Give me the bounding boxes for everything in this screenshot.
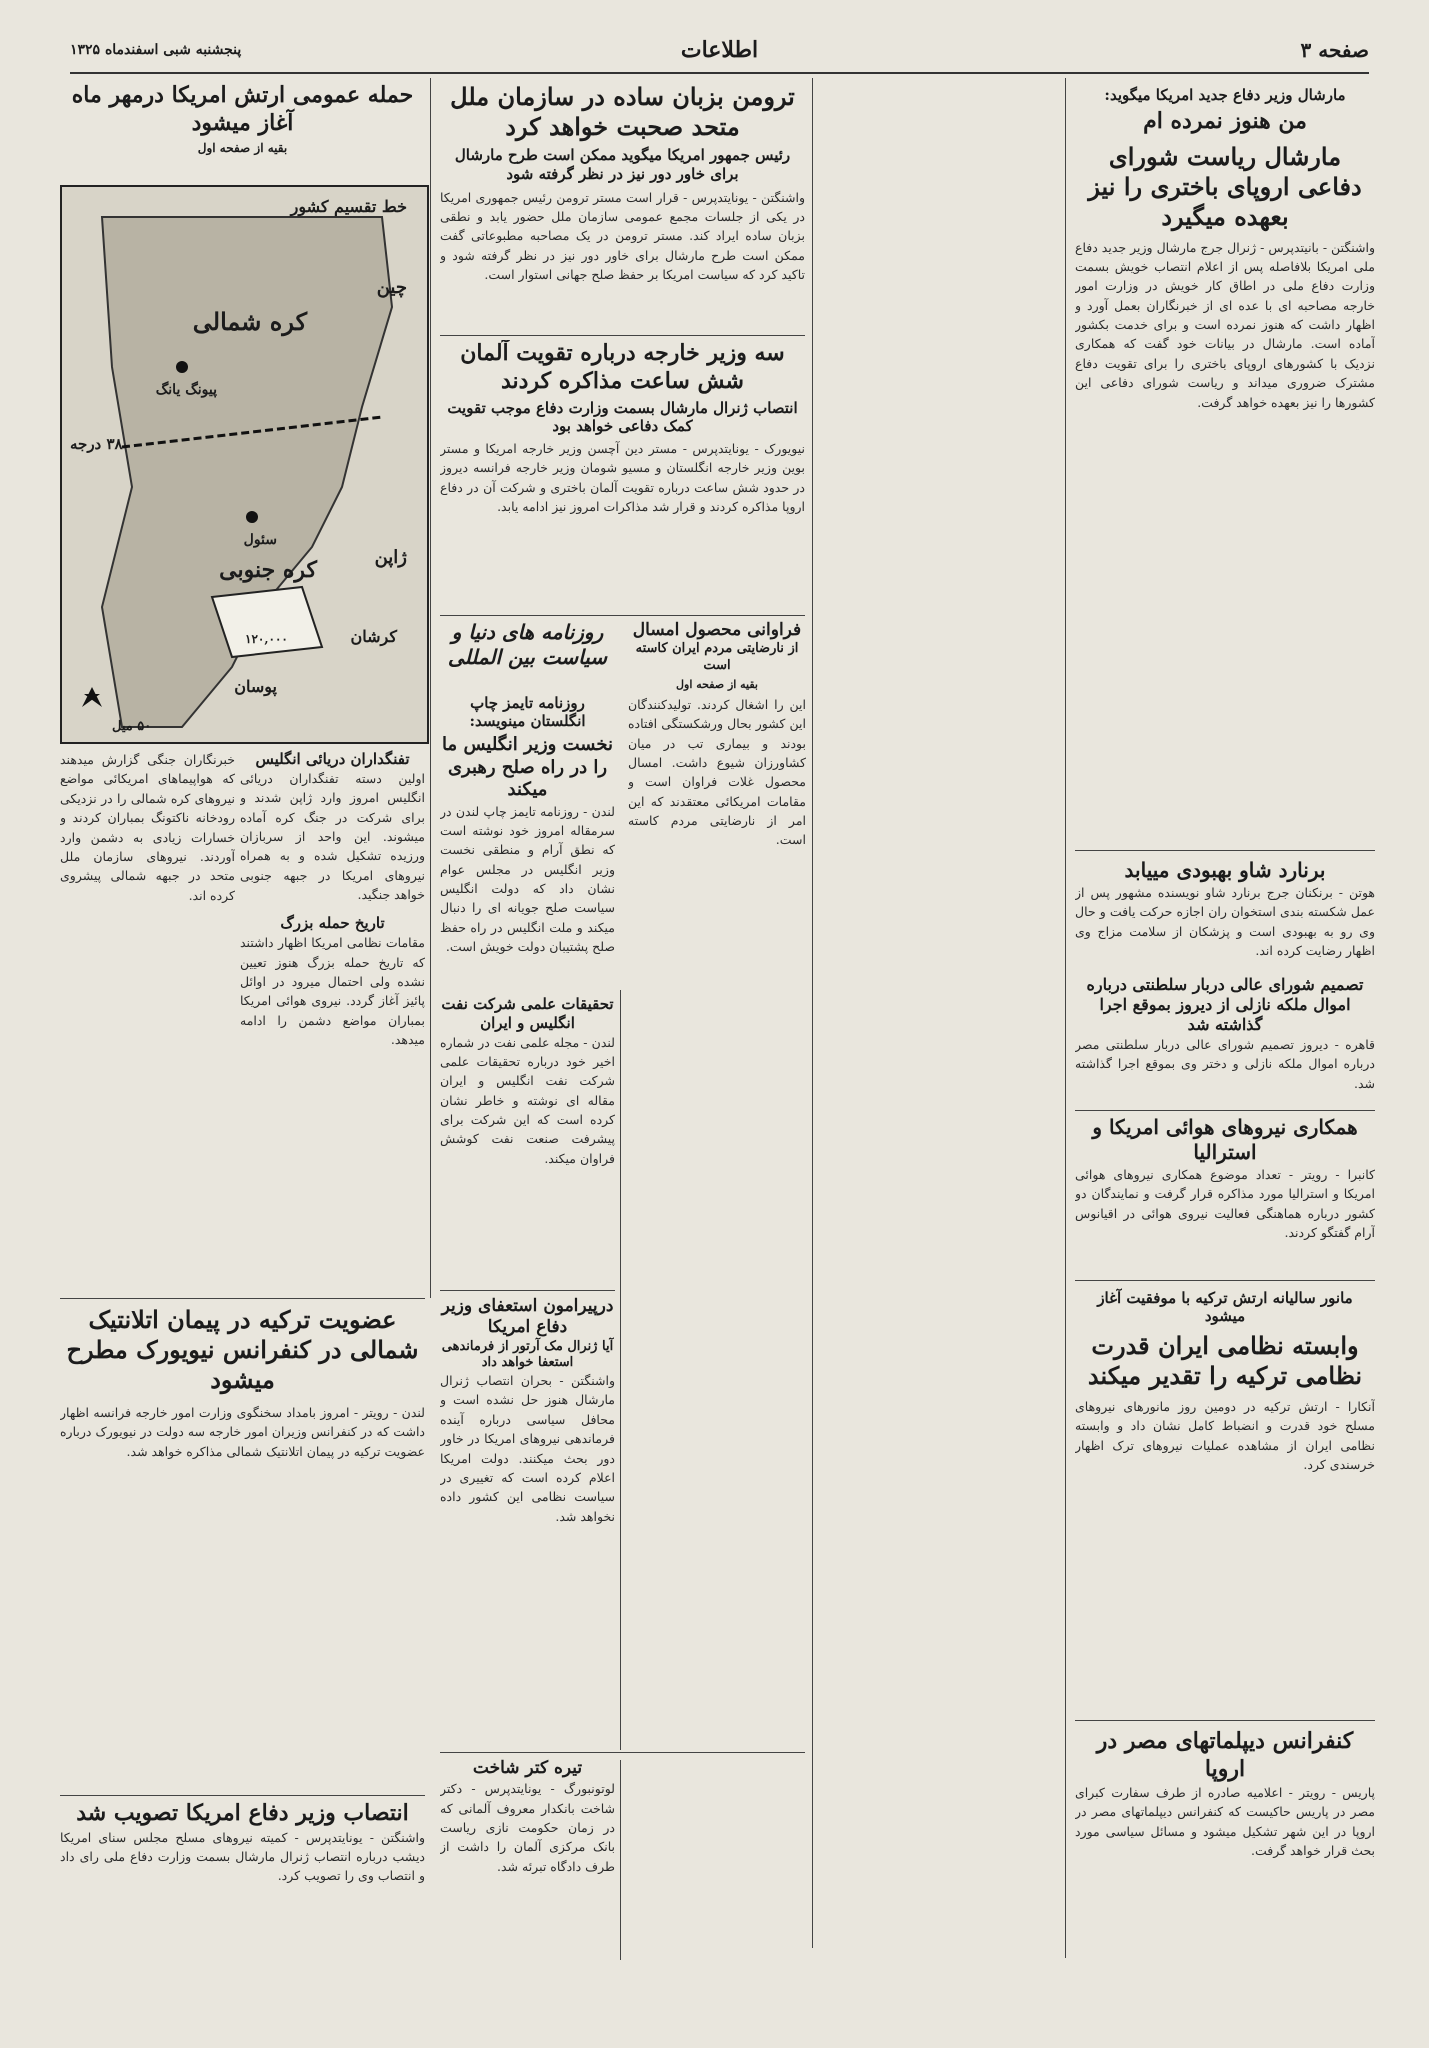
article-headline: عضویت ترکیه در پیمان اتلانتیک شمالی در کنفرانس نیویورک مطرح میشود (66, 1305, 419, 1394)
article-body: لندن - رویتر - امروز بامداد سخنگوی وزارت امور خارجه فرانسه اظهار داشت که در کنفرانس وزیران امور خارجه سه دولت در نیویورک درباره عضویت ترکیه در پیمان اتلانتیک شمالی مذاکره خواهد شد. (60, 1405, 425, 1459)
article-body: لوتونبورگ - یونایتدپرس - دکتر شاخت بانکدار معروف آلمانی که در زمان حکومت نازی ریاست بانک مرکزی آلمان را داشت از طرف دادگاه تبرئه شد. (440, 1781, 615, 1874)
article-headline: تاریخ حمله بزرگ (280, 914, 385, 933)
map-label: ۳۸ درجه (70, 435, 123, 453)
article-harvest (628, 620, 806, 1730)
section-rule (1075, 1110, 1375, 1111)
article-headline: فراوانی محصول امسال (632, 620, 802, 640)
map-label: چین (376, 277, 407, 298)
article-note: بقیه از صفحه اول (676, 677, 758, 691)
article-body: واشنگتن - بانیتدپرس - ژنرال جرج مارشال وزیر جدید دفاع ملی امریکا بلافاصله پس از اعلام انتصاب خویش بسمت وزارت دفاع ملی در اطاق کار خویش در وزارت امور خارجه مصاحبه ای با عده ای از خبرنگاران بعمل آورد و اظهار داشت که هنوز نمرده است و برای خدمت بکشور آماده است. مارشال در بیانات خود گفت که همکاری نزدیک با کشورهای اروپای باختری را برای تقویت دفاع مشترک ضروری میداند و ریاست شورای دفاعی این کشورها را نیز بعهده خواهد گرفت. (1075, 239, 1375, 410)
korea-map (60, 185, 429, 744)
article-defense-resign (440, 1296, 615, 1746)
column-rule (812, 78, 813, 1948)
article-body: آنکارا - ارتش ترکیه در دومین روز مانورهای نیروهای مسلح خود قدرت و انضباط کامل نشان داد و وابسته نظامی ایران از مشاهده عملیات نیروهای ترک اظهار خرسندی کرد. (1075, 1399, 1375, 1473)
article-body: اولین دسته تفنگداران دریائی انگلیس امروز وارد ژاپن شدند و برای شرکت در جنگ کره آماده میشوند. این واحد از سربازان ورزیده تشکیل شده و به همراه نیروهای امریکا در جبهه جنوبی خواهد جنگید. (240, 770, 425, 902)
article-headline: همکاری نیروهای هوائی امریکا و استرالیا (1092, 1115, 1358, 1164)
section-rule (1075, 1720, 1375, 1721)
article-body: این را اشغال کردند. تولیدکنندگان این کشور بحال ورشکستگی افتاده بودند و بیماری تب در میان کشاورزان شیوع داشت. امسال محصول غلات فراوان است و مقامات امریکائی معتقدند که این امر از نارضایتی مردم کاسته است. (628, 696, 806, 848)
article-us-offensive (60, 82, 425, 182)
article-headline: تفنگداران دریائی انگلیس (255, 750, 410, 768)
article-headline: انتصاب وزیر دفاع امریکا تصویب شد (76, 1800, 409, 1826)
article-headline: سه وزیر خارجه درباره تقویت آلمان شش ساعت مذاکره کردند (460, 340, 785, 394)
section-rule (1075, 1280, 1375, 1281)
paper-name: اطلاعات (680, 37, 759, 63)
map-label: خط تقسیم کشور (290, 197, 407, 216)
map-label: سئول (243, 532, 277, 548)
article-subheadline: از نارضایتی مردم ایران کاسته است (635, 641, 799, 673)
article-air-forces (1075, 1115, 1375, 1275)
map-label: کره شمالی (192, 307, 307, 336)
map-label: کره جنوبی (219, 557, 317, 583)
article-kicker: روزنامه تایمز چاپ انگلستان مینویسد: (469, 694, 586, 730)
issue-date: پنجشنبه شبی اسفندماه ۱۳۲۵ (70, 42, 242, 58)
map-label: پوسان (234, 677, 277, 696)
article-schacht (440, 1758, 615, 1958)
article-body: لندن - مجله علمی نفت در شماره اخیر خود درباره تحقیقات علمی شرکت نفت انگلیس و ایران مقاله ای نوشته و خاطر نشان کرده است که این شرکت برای پیشرفت صنعت نفت کوشش فراوان میکند. (440, 1034, 615, 1166)
article-three-ministers (440, 340, 805, 610)
article-kicker: مارشال وزیر دفاع جدید امریکا میگوید: (1104, 86, 1346, 104)
article-body: هوتن - برنکنان جرج برنارد شاو نویسنده مشهور پس از عمل شکسته بندی استخوان ران اجازه حرکت یافت و حال وی رو به بهبودی است و پزشکان از سلامت مزاج وی اظهار رضایت کرده اند. (1075, 885, 1375, 959)
column-rule (1065, 78, 1066, 1958)
column-rule (620, 1760, 621, 1960)
section-rule (440, 615, 805, 616)
article-headline: روزنامه های دنیا و سیاست بین المللی (447, 620, 608, 669)
article-headline: من هنوز نمرده ام (1143, 108, 1307, 134)
article-shaw (1075, 858, 1375, 968)
article-headline: تیره کتر شاخت (472, 1758, 583, 1778)
article-headline: نخست وزیر انگلیس ما را در راه صلح رهبری میکند (442, 734, 613, 800)
article-body: مقامات نظامی امریکا اظهار داشتند که تاریخ حمله بزرگ هنوز تعیین نشده ولی احتمال میرود در اوائل پائیز آغاز گردد. نیروی هوائی امریکا بمباران مواضع دشمن را ادامه میدهد. (240, 935, 425, 1047)
section-rule (440, 1290, 615, 1291)
article-subheadline: آیا ژنرال مک آرتور از فرماندهی استعفا خواهد داد (441, 1338, 614, 1370)
article-body: واشنگتن - بحران انتصاب ژنرال مارشال هنوز حل نشده است و محافل سیاسی درباره آینده فرماندهی نیروهای امریکا در خاور دور بحث میکنند. دولت امریکا اعلام کرده است که تغییری در سیاست نظامی این کشور داده نخواهد شد. (440, 1373, 615, 1524)
section-rule (440, 335, 805, 336)
article-body: پاریس - رویتر - اعلامیه صادره از طرف سفارت کبرای مصر در پاریس حاکیست که کنفرانس دیپلماتهای مصر در اروپا در این شهر تشکیل میشود و مسائل سیاسی مورد بحث قرار خواهد گرفت. (1075, 1785, 1375, 1859)
section-rule (440, 1752, 805, 1753)
article-nazli (1075, 975, 1375, 1105)
article-note: بقیه از صفحه اول (197, 141, 288, 155)
article-defense-approved (60, 1800, 425, 1960)
masthead (70, 28, 1369, 74)
section-rule (60, 1795, 425, 1796)
article-subheadline: رئیس جمهور امریکا میگوید ممکن است طرح مارشال برای خاور دور نیز در نظر گرفته شود (454, 146, 791, 183)
article-body: قاهره - دیروز تصمیم شورای عالی دربار سلطنتی مصر درباره اموال ملکه نازلی و دختر وی بموقع اجرا گذاشته شد. (1075, 1037, 1375, 1091)
article-marshall (1075, 82, 1375, 842)
article-headline: حمله عمومی ارتش امریکا درمهر ماه آغاز میشود (71, 82, 414, 136)
map-label: کرشان (350, 627, 397, 646)
article-times (440, 690, 615, 990)
map-label: پیونگ یانگ (155, 382, 217, 398)
article-headline: برنارد شاو بهبودی مییابد (1124, 858, 1326, 882)
article-body: واشنگتن - یونایتدپرس - کمیته نیروهای مسلح مجلس سنای امریکا دیشب درباره انتصاب ژنرال مارشال بسمت وزارت دفاع ملی رای داد و انتصاب وی را تصویب کرد. (60, 1829, 425, 1884)
article-body: لندن - روزنامه تایمز چاپ لندن در سرمقاله امروز خود نوشته است که نطق آرام و منطقی نخست وزیر انگلیس در مجلس عوام نشان داد که دولت انگلیس سیاست صلح جویانه ای را دنبال میکند و ملت انگلیس در راه حفظ صلح پشتیبان دولت خویش است. (440, 803, 615, 955)
article-headline: ترومن بزبان ساده در سازمان ملل متحد صحبت خواهد کرد (450, 82, 795, 141)
article-body: واشنگتن - یونایتدپرس - قرار است مستر ترومن رئیس جمهوری امریکا در یکی از جلسات مجمع عمومی سازمان ملل حضور یابد و نطقی بزبان ساده ایراد کند. مستر ترومن در یک مصاحبه مطبوعاتی گفت ممکن است طرح مارشال برای خاور دور نیز در نظر گرفته شود و تاکید کرد که سیاست امریکا بر حفظ صلح جهانی استوار است. (440, 189, 805, 282)
article-headline: وابسته نظامی ایران قدرت نظامی ترکیه را تقدیر میکند (1087, 1331, 1363, 1390)
article-headline: تصمیم شورای عالی دربار سلطنتی درباره اموال ملکه نازلی از دیروز بموقع اجرا گذاشته شد (1086, 975, 1364, 1034)
article-headline: کنفرانس دیپلماتهای مصر در اروپا (1096, 1728, 1354, 1782)
article-headline: درپیرامون استعفای وزیر دفاع امریکا (441, 1296, 614, 1338)
article-body: نیویورک - یونایتدپرس - مستر دین آچسن وزیر خارجه امریکا و مستر بوین وزیر خارجه انگلستان و مسیو شومان وزیر خارجه فرانسه دیروز در حدود شش ساعت درباره تقویت آلمان باختری و شرکت آن در دفاع اروپا مذاکره کردند و قرار شد مذاکرات امروز نیز ادامه یابد. (440, 441, 805, 515)
article-turkey-nato (60, 1305, 425, 1725)
article-kicker: مانور سالیانه ارتش ترکیه با موفقیت آغاز میشود (1097, 1289, 1353, 1325)
article-kicker: انتصاب ژنرال مارشال بسمت وزارت دفاع موجب تقویت کمک دفاعی خواهد بود (447, 399, 798, 435)
article-body: خبرنگاران جنگی گزارش میدهند که هواپیماهای امریکائی مواضع نیروهای کره شمالی را در نزدیکی رودخانه ناکتونگ بمباران کردند و خسارات زیادی به دشمن وارد آوردند. نیروهای سازمان ملل متحد در جبهه شمالی پیشروی کرده اند. (60, 752, 235, 903)
article-truman (440, 82, 805, 327)
article-egypt-diplomats (1075, 1728, 1375, 1958)
column-rule (620, 990, 621, 1750)
map-scale-label: ۵۰ میل (112, 719, 152, 734)
section-rule (1075, 850, 1375, 851)
article-korea-front (60, 750, 235, 1250)
page-number: صفحه ۳ (1300, 38, 1369, 62)
article-oil-research (440, 995, 615, 1280)
article-marines (240, 750, 425, 1250)
map-label: ژاپن (374, 547, 407, 568)
map-legend-label: ۱۲۰,۰۰۰ (242, 631, 291, 647)
article-subheadline: مارشال ریاست شورای دفاعی اروپای باختری را نیز بعهده میگیرد (1088, 141, 1362, 231)
column-rule (430, 78, 431, 1298)
section-rule (60, 1298, 425, 1299)
article-headline: تحقیقات علمی شرکت نفت انگلیس و ایران (441, 995, 614, 1032)
article-body: کانبرا - رویتر - تعداد موضوع همکاری نیروهای هوائی امریکا و استرالیا مورد مذاکره قرار گرفت و نمایندگان دو کشور درباره هماهنگی فعالیت نیروی هوائی در اقیانوس آرام گفتگو کردند. (1075, 1167, 1375, 1241)
